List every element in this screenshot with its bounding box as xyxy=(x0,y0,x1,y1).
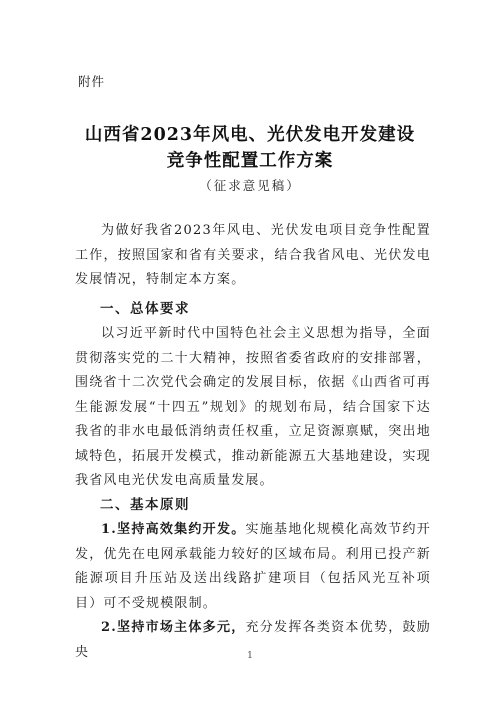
document-title-line1: 山西省2023年风电、光伏发电开发建设 xyxy=(84,125,416,145)
principle1-paragraph xyxy=(75,518,431,616)
principle2-lead: 2.坚持市场主体多元， xyxy=(101,620,246,635)
intro-paragraph: 为做好我省2023年风电、光伏发电项目竞争性配置工作，按照国家和省有关要求，结合我省风电、光伏发电发展情况，特制定本方案。 xyxy=(75,223,431,287)
principle1-lead: 1.坚持高效集约开发。 xyxy=(101,522,246,537)
section2-heading: 二、基本原则 xyxy=(100,497,190,513)
document-title-line2: 竞争性配置工作方案 xyxy=(166,151,334,171)
section1-paragraph: 以习近平新时代中国特色社会主义思想为指导，全面贯彻落实党的二十大精神，按照省委省政府的安排部署，围绕省十二次党代会确定的发展目标，依据《山西省可再生能源发展“十四五”规划》的规划布局，结合国家下达我省的非水电最低消纳责任权重，立足资源禀赋，突出地域特色，拓展开发模式，推动新能源五大基地建设，实现我省风电光伏发电高质量发展。 xyxy=(75,326,431,488)
attachment-label: 附件 xyxy=(78,74,106,89)
principle2-body: 充分发挥各类资本优势，鼓励央 xyxy=(75,620,431,660)
document-subtitle: （征求意见稿） xyxy=(199,178,301,193)
principle1-body: 实施基地化规模化高效节约开发，优先在电网承载能力较好的区域布局。利用已投产新能源项目升压站及送出线路扩建项目（包括风光互补项目）可不受规模限制。 xyxy=(75,522,431,611)
section1-heading: 一、总体要求 xyxy=(100,301,190,317)
page-number: 1 xyxy=(247,651,253,661)
